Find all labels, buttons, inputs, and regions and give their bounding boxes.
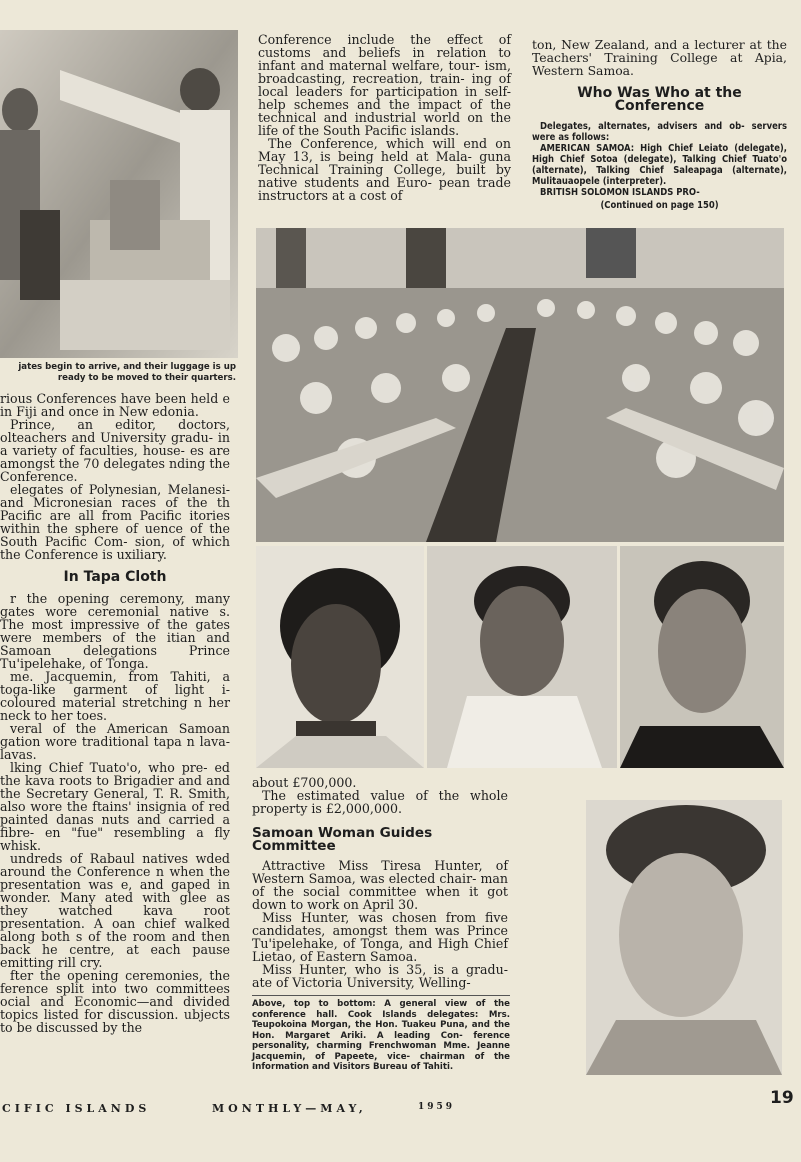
paragraph: rious Conferences have been held e in Fiji and once in New edonia.: [0, 391, 230, 419]
delegate-portrait-1: [256, 546, 424, 768]
arrival-photo-caption: jates begin to arrive, and their luggage is up ready to be moved to their quarters.: [18, 362, 236, 383]
paragraph: Conference include the effect of customs and beliefs in relation to infant and maternal welfare, tour- ism, broadcasting, recreation, train- ing of local leaders for participation in self-help schemes and the impact of the technical and industrial world on the life of the South Pacific islands.: [258, 32, 511, 138]
paragraph: me. Jacquemin, from Tahiti, a toga-like garment of light i-coloured material stretching n her neck to her toes.: [0, 669, 230, 723]
paragraph: Prince, an editor, doctors, olteachers and University gradu- in a variety of faculties, house- es are amongst the 70 delegates nding the Conference.: [0, 417, 230, 484]
paragraph: veral of the American Samoan gation wore traditional tapa n lava-lavas.: [0, 721, 230, 762]
arrival-photo: [0, 30, 238, 358]
column-1: [0, 392, 230, 1034]
section-heading-who-was-who: Who Was Who at the Conference: [577, 85, 742, 114]
page-number: 19: [770, 1088, 794, 1108]
section-heading-samoan-woman: Samoan Woman Guides Committee: [252, 825, 433, 854]
footer-year: 1959: [418, 1102, 456, 1112]
paragraph: lking Chief Tuato'o, who pre- ed the kava roots to Brigadier and and the Secretary General, T. R. Smith, also wore the ftains' insignia of red painted danas nuts and carried a fibre- en "fue" resembling a fly whisk.: [0, 760, 230, 853]
photo-caption: Above, top to bottom: A general view of the conference hall. Cook Islands delegates: Mrs. Teupokoina Morgan, the Hon. Tuakeu Puna, and the Hon. Margaret Ariki. A leading Con- ference personality, charming Frenchwoman Mme. Jeanne Jacquemin, of Papeete, vice- chairman of the Information and Visitors Bureau of Tahiti.: [252, 995, 510, 1073]
column-2: [258, 33, 511, 202]
continued-note: (Continued on page 150): [600, 200, 719, 211]
delegate-portrait-2: [427, 546, 617, 768]
paragraph: The estimated value of the whole property is £2,000,000.: [252, 788, 508, 816]
column-3: [532, 38, 787, 211]
delegate-intro: Delegates, alternates, advisers and ob- servers were as follows:: [532, 121, 787, 143]
paragraph: fter the opening ceremonies, the ference split into two committees ocial and Economic—and divided topics listed for discussion. ubjects to be discussed by the: [0, 968, 230, 1035]
paragraph: elegates of Polynesian, Melanesi- and Micronesian races of the th Pacific are all from Pacific itories within the sphere of uence of the South Pacific Com- sion, of which the Conference is uxiliary.: [0, 482, 230, 562]
jacquemin-portrait: [586, 800, 782, 1075]
delegate-entry: AMERICAN SAMOA: High Chief Leiato (delegate), High Chief Sotoa (delegate), Talking Chief Tuato'o (alternate), Talking Chief Saleapaga (alternate), Mulitauaopele (interpreter).: [532, 143, 787, 187]
footer-issue: MONTHLY—MAY,: [212, 1102, 367, 1115]
paragraph: The Conference, which will end on May 13, is being held at Mala- guna Technical Training College, built by native students and Euro- pean trade instructors at a cost of: [258, 136, 511, 203]
paragraph: Miss Hunter, who is 35, is a gradu- ate of Victoria University, Welling-: [252, 962, 508, 990]
paragraph: Miss Hunter, was chosen from five candidates, amongst them was Prince Tu'ipelehake, of Tonga, and High Chief Lietao, of Eastern Samoa.: [252, 910, 508, 964]
paragraph: Attractive Miss Tiresa Hunter, of Western Samoa, was elected chair- man of the social committee when it got down to work on April 30.: [252, 858, 508, 912]
paragraph: undreds of Rabaul natives wded around the Conference n when the presentation was e, and gaped in wonder. Many ated with glee as they watched kava root presentation. A oan chief walked along both s of the room and then back he centre, at each pause emitting rill cry.: [0, 851, 230, 970]
section-heading-tapa-cloth: In Tapa Cloth: [63, 569, 167, 585]
column-4: [252, 776, 508, 989]
conference-hall-photo: [256, 228, 784, 542]
paragraph: about £700,000.: [252, 775, 357, 790]
delegate-list: [532, 121, 787, 211]
footer-publication: CIFIC ISLANDS: [2, 1102, 151, 1115]
delegate-portrait-3: [620, 546, 784, 768]
page-footer: [0, 1098, 801, 1118]
paragraph: r the opening ceremony, many gates wore ceremonial native s. The most impressive of the gates were members of the itian and Samoan delegations Prince Tu'ipelehake, of Tonga.: [0, 591, 230, 671]
paragraph: ton, New Zealand, and a lecturer at the Teachers' Training College at Apia, Western Samoa.: [532, 37, 787, 78]
delegate-entry: BRITISH SOLOMON ISLANDS PRO-: [540, 187, 700, 198]
